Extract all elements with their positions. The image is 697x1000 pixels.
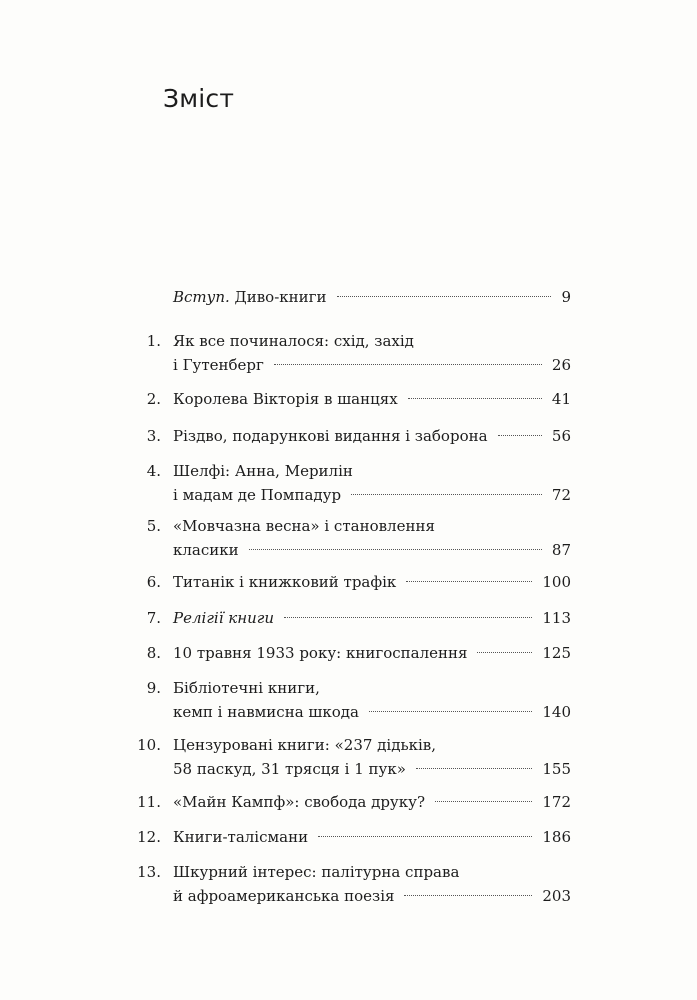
toc-entry-title: Бібліотечні книги, [173,679,320,697]
toc-entry-number: 13. [137,863,161,881]
dot-leader [416,768,532,769]
toc-page-number: 41 [551,390,571,408]
toc-entry-number: 4. [146,462,161,480]
toc-entry-number: 12. [137,828,161,846]
toc-entry-number: 7. [146,609,161,627]
toc-entry-title: Диво-книги [229,288,327,306]
toc-entry-title: і мадам де Помпадур [173,486,342,504]
toc-entry-line [173,825,571,849]
toc-entry-line [173,606,571,630]
toc-page-number: 125 [542,644,571,662]
toc-entry-title: кемп і навмисна шкода [173,703,359,721]
toc-entry-line [173,353,571,377]
toc-entry-line [173,570,571,594]
dot-leader [318,836,532,837]
toc-entry-number: 10. [137,736,161,754]
toc-entry-line [173,700,571,724]
toc-entry-title: і Гутенберг [173,356,264,374]
toc-entry-number: 3. [146,427,161,445]
toc-entry-line [173,733,571,757]
toc-entry-line [173,387,571,411]
toc-entry-number: 8. [146,644,161,662]
toc-entry-title: «Мовчазна весна» і становлення [173,517,435,535]
toc-entry-line [173,860,571,884]
toc-entry-number: 6. [146,573,161,591]
toc-entry-title: Шелфі: Анна, Мерилін [173,462,353,480]
toc-entry-title: класики [173,541,239,559]
toc-entry-line [173,676,571,700]
dot-leader [249,549,542,550]
toc-entry-text [173,285,327,309]
dot-leader [477,652,532,653]
page-title: Зміст [163,84,235,113]
toc-entry-title: 58 паскуд, 31 трясця і 1 пук» [173,760,406,778]
dot-leader [369,711,532,712]
toc-entry-title: Шкурний інтерес: палітурна справа [173,863,460,881]
toc-entry-line [173,483,571,507]
toc-entry-line [173,285,571,309]
dot-leader [337,296,552,297]
dot-leader [498,435,542,436]
toc-page-number: 87 [551,541,571,559]
dot-leader [406,581,532,582]
toc-entry-title: Цензуровані книги: «237 дідьків, [173,736,436,754]
toc-entry-line [173,538,571,562]
toc-entry-number: 11. [137,793,161,811]
toc-entry-title: Титанік і книжковий трафік [173,573,397,591]
toc-entry-title: Книги-талісмани [173,828,309,846]
dot-leader [408,398,542,399]
toc-entry-title: Королева Вікторія в шанцях [173,390,398,408]
toc-page-number: 72 [551,486,571,504]
toc-entry-title: 10 травня 1933 року: книгоспалення [173,644,468,662]
toc-entry-line [173,641,571,665]
toc-entry-number: 2. [146,390,161,408]
toc-page-number: 100 [542,573,571,591]
toc-entry-number: 9. [146,679,161,697]
dot-leader [351,494,542,495]
toc-entry-title: Релігії книги [173,609,275,627]
toc-entry-title: Як все починалося: схід, захід [173,332,414,350]
toc-entry-lead: Вступ. [173,288,230,306]
toc-page-number: 113 [542,609,571,627]
toc-entry-number: 5. [146,517,161,535]
toc-entry-line [173,424,571,448]
toc-entry-title: «Майн Кампф»: свобода друку? [173,793,425,811]
toc-entry-number: 1. [146,332,161,350]
toc-page-number: 56 [551,427,571,445]
toc-entry-title: й афроамериканська поезія [173,887,395,905]
toc-entry-line [173,884,571,908]
toc-entry-line [173,329,571,353]
toc-entry-line [173,757,571,781]
toc-page-number: 172 [542,793,571,811]
toc-entry-title: Різдво, подарункові видання і заборона [173,427,488,445]
toc-page-number: 26 [551,356,571,374]
toc-page-number: 203 [542,887,571,905]
toc-entry-line [173,514,571,538]
dot-leader [404,895,532,896]
toc-page-number: 186 [542,828,571,846]
toc-entry-line [173,790,571,814]
toc-entry-line [173,459,571,483]
toc-page-number: 155 [542,760,571,778]
dot-leader [274,364,542,365]
toc-page-number: 9 [561,288,571,306]
dot-leader [435,801,532,802]
toc-page-number: 140 [542,703,571,721]
dot-leader [284,617,532,618]
